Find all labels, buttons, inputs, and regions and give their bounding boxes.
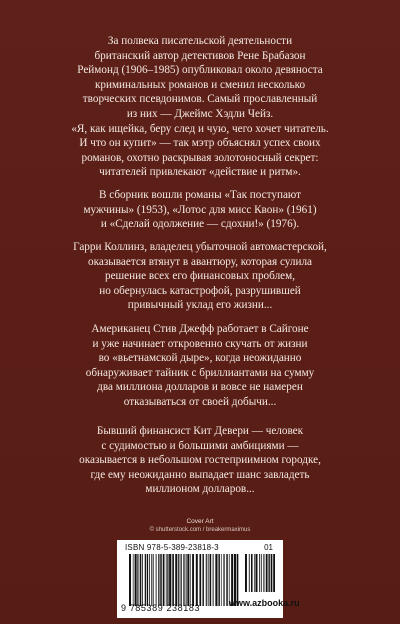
barcode-stripe	[251, 554, 253, 592]
barcode-stripe	[135, 554, 137, 606]
barcode-stripe	[215, 554, 217, 606]
barcode-stripe	[226, 554, 227, 606]
barcode-stripe	[190, 554, 191, 606]
text-line: За полвека писательской деятельности	[107, 35, 293, 47]
barcode-panel	[117, 540, 300, 618]
barcode-stripe	[183, 554, 184, 606]
barcode-stripe	[268, 554, 269, 592]
publisher-website: www.azbooka.ru	[229, 598, 300, 608]
text-line: с судимостью и большими амбициями —	[101, 439, 299, 452]
addon-barcode	[245, 554, 275, 592]
barcode-stripe	[255, 554, 257, 592]
barcode-stripe	[254, 554, 255, 592]
barcode-stripe	[245, 554, 247, 592]
barcode-stripe	[218, 554, 219, 606]
barcode-stripe	[163, 554, 165, 606]
text-line: решение всех его финансовых проблем,	[104, 270, 295, 283]
novel-synopsis-1	[40, 240, 360, 313]
barcode-stripe	[223, 554, 224, 606]
barcode-stripe	[145, 554, 146, 606]
text-line: мужчины» (1953), «Лотос для мисс Квон» (1961)	[83, 203, 317, 216]
text-line: британский автор детективов Рене Брабазон	[94, 49, 306, 62]
text-line: Реймонд (1906–1985) опубликовал около девяноста	[77, 64, 323, 77]
cover-art-label: Cover Art	[186, 518, 214, 525]
barcode-stripe	[192, 554, 194, 606]
barcode-stripe	[196, 554, 198, 606]
barcode-stripe	[156, 554, 157, 606]
text-line: Гарри Коллинз, владелец убыточной автомастерской,	[73, 241, 327, 253]
barcode-stripe	[202, 554, 203, 606]
barcode-stripe	[213, 554, 214, 606]
barcode-stripe	[140, 554, 142, 606]
text-line: где ему неожиданно выпадает шанс завладеть	[90, 468, 310, 481]
barcode-stripe	[187, 554, 189, 606]
barcode-stripe	[149, 554, 150, 606]
collection-contents-paragraph	[40, 188, 360, 232]
barcode-stripe	[271, 554, 273, 592]
barcode-stripe	[249, 554, 250, 592]
barcode-stripe	[133, 554, 134, 606]
barcode-stripe	[142, 554, 143, 606]
barcode-stripe	[167, 554, 168, 606]
text-line: Американец Стив Джефф работает в Сайгоне	[91, 323, 309, 335]
barcode-stripe	[166, 554, 167, 606]
barcode-stripe	[178, 554, 179, 606]
cover-art-credit: © shutterstock.com / breakermaximus	[149, 527, 251, 533]
barcode-stripe	[151, 554, 152, 606]
text-line: но обернулась катастрофой, разрушившей	[99, 284, 301, 297]
barcode-stripe	[263, 554, 264, 592]
barcode-stripe	[261, 554, 262, 592]
issue-number: 01	[264, 543, 273, 552]
barcode-stripe	[175, 554, 177, 606]
author-bio-paragraph	[40, 34, 360, 180]
ean13-barcode	[129, 554, 239, 606]
text-line: оказывается в небольшом гостеприимном городке,	[79, 454, 321, 467]
barcode-stripe	[210, 554, 212, 606]
barcode-stripe	[137, 554, 138, 606]
barcode-stripe	[147, 554, 148, 606]
novel-synopsis-2	[40, 322, 360, 410]
text-line: и «Сделай одолжение — сдохни!» (1976).	[100, 218, 300, 231]
novel-synopsis-3	[40, 424, 360, 497]
barcode-stripe	[273, 554, 275, 592]
text-line: оказывается втянут в авантюру, которая сулила	[88, 255, 312, 268]
barcode-stripe	[160, 554, 161, 606]
barcode-stripe	[208, 554, 209, 606]
text-line: привычный уклад его жизни...	[127, 299, 273, 312]
barcode-stripe	[186, 554, 187, 606]
barcode-stripe	[221, 554, 222, 606]
barcode-stripe	[181, 554, 182, 606]
text-line: обнаруживает тайник с бриллиантами на сумму	[85, 366, 315, 379]
isbn-number: ISBN 978-5-389-23818-3	[125, 543, 219, 552]
text-line: читателей привлекают «действие и ритм».	[99, 166, 301, 179]
text-line: и уже начинает откровенно скучать от жизни	[92, 337, 308, 350]
barcode-stripe	[206, 554, 207, 606]
barcode-stripe	[199, 554, 201, 606]
barcode-stripe	[172, 554, 174, 606]
barcode-stripe	[129, 554, 131, 606]
text-line: «Я, как ищейка, беру след и чую, чего хочет читатель.	[71, 122, 329, 135]
text-line: Бывший финансист Кит Девери — человек	[96, 425, 304, 437]
barcode-stripe	[169, 554, 171, 606]
text-line: творческих псевдонимов. Самый прославленный	[82, 93, 318, 106]
text-line: романов, охотно раскрывая золотоносный секрет:	[81, 151, 319, 164]
text-line: миллионом долларов...	[145, 483, 255, 496]
text-line: В сборник вошли романы «Так поступают	[98, 189, 302, 201]
text-line: два миллиона долларов и вовсе не намерен	[97, 381, 303, 394]
barcode-stripe	[153, 554, 154, 606]
text-line: отказываться от своей добычи...	[123, 395, 277, 408]
text-line: криминальных романов и сменил несколько	[94, 78, 306, 91]
text-line: И что он купит» — так мэтр объяснял успех своих	[79, 137, 321, 150]
barcode-digits: 9 785389 238183	[121, 603, 201, 613]
text-line: во «вьетнамской дыре», когда неожиданно	[98, 352, 302, 365]
barcode-stripe	[259, 554, 260, 592]
barcode-stripe	[266, 554, 268, 592]
barcode-stripe	[158, 554, 159, 606]
text-line: из них — Джеймс Хэдли Чейз.	[126, 107, 274, 120]
